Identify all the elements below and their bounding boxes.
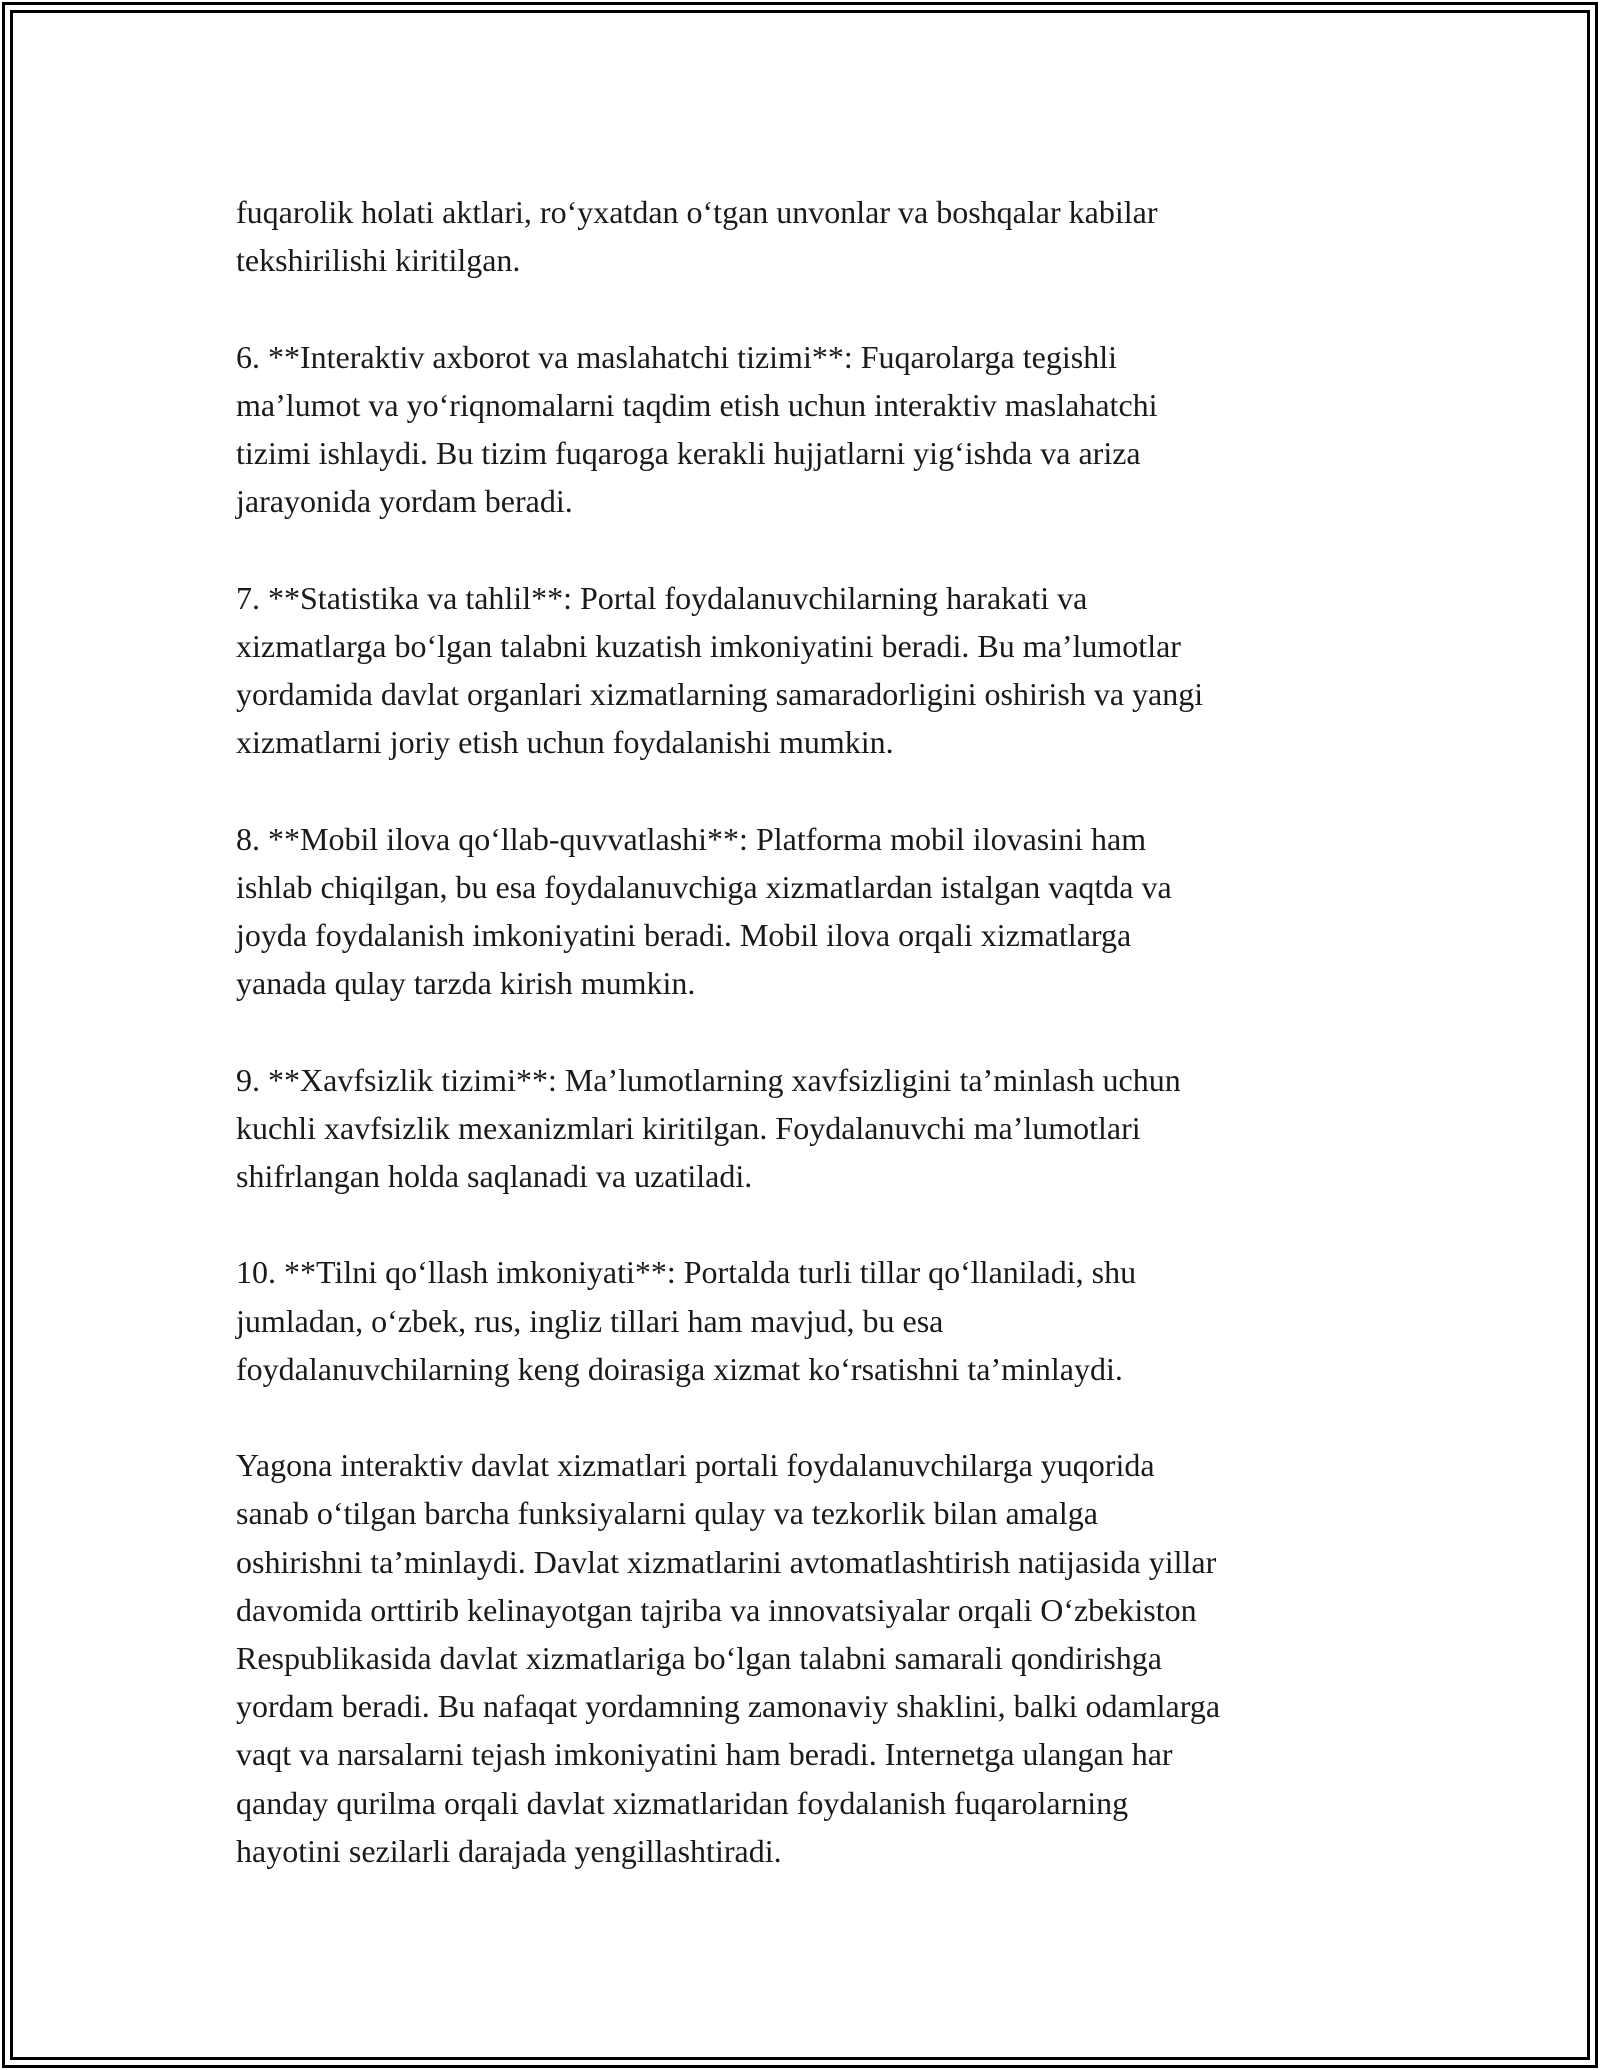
- paragraph: [236, 1441, 1416, 1875]
- text-line: yordamida davlat organlari xizmatlarning samaradorligini oshirish va yangi: [236, 676, 1204, 712]
- text-line: jumladan, o‘zbek, rus, ingliz tillari ham mavjud, bu esa: [236, 1302, 944, 1339]
- text-line: yanada qulay tarzda kirish mumkin.: [236, 965, 696, 1002]
- text-line: joyda foydalanish imkoniyatini beradi. Mobil ilova orqali xizmatlarga: [236, 917, 1132, 953]
- text-line: ma’lumot va yo‘riqnomalarni taqdim etish uchun interaktiv maslahatchi: [236, 386, 1158, 423]
- paragraph: [236, 1248, 1416, 1393]
- text-line: 10. **Tilni qo‘llash imkoniyati**: Portalda turli tillar qo‘llaniladi, shu: [236, 1254, 1137, 1291]
- paragraph: [236, 188, 1416, 284]
- text-line: oshirishni ta’minlaydi. Davlat xizmatlarini avtomatlashtirish natijasida yillar: [236, 1543, 1217, 1580]
- text-line: kuchli xavfsizlik mexanizmlari kiritilgan. Foydalanuvchi ma’lumotlari: [236, 1109, 1141, 1146]
- text-line: xizmatlarni joriy etish uchun foydalanishi mumkin.: [236, 724, 894, 761]
- text-line: shifrlangan holda saqlanadi va uzatiladi.: [236, 1158, 753, 1194]
- text-line: Yagona interaktiv davlat xizmatlari portali foydalanuvchilarga yuqorida: [236, 1447, 1155, 1484]
- text-line: 9. **Xavfsizlik tizimi**: Ma’lumotlarning xavfsizligini ta’minlash uchun: [236, 1061, 1181, 1098]
- text-line: jarayonida yordam beradi.: [236, 483, 573, 520]
- paragraph: [236, 574, 1416, 767]
- paragraph: [236, 815, 1416, 1008]
- text-line: Respublikasida davlat xizmatlariga bo‘lgan talabni samarali qondirishga: [236, 1640, 1162, 1676]
- text-line: fuqarolik holati aktlari, ro‘yxatdan o‘tgan unvonlar va boshqalar kabilar: [236, 194, 1158, 230]
- text-line: sanab o‘tilgan barcha funksiyalarni qulay va tezkorlik bilan amalga: [236, 1495, 1098, 1532]
- text-line: tizimi ishlaydi. Bu tizim fuqaroga kerakli hujjatlarni yig‘ishda va ariza: [236, 435, 1141, 471]
- text-line: ishlab chiqilgan, bu esa foydalanuvchiga xizmatlardan istalgan vaqtda va: [236, 868, 1172, 905]
- text-line: vaqt va narsalarni tejash imkoniyatini ham beradi. Internetga ulangan har: [236, 1736, 1173, 1773]
- text-line: qanday qurilma orqali davlat xizmatlaridan foydalanish fuqarolarning: [236, 1784, 1129, 1821]
- text-line: 8. **Mobil ilova qo‘llab-quvvatlashi**: Platforma mobil ilovasini ham: [236, 820, 1147, 857]
- paragraph: [236, 333, 1416, 526]
- text-line: yordam beradi. Bu nafaqat yordamning zamonaviy shaklini, balki odamlarga: [236, 1688, 1221, 1725]
- text-line: xizmatlarga bo‘lgan talabni kuzatish imkoniyatini beradi. Bu ma’lumotlar: [236, 627, 1181, 664]
- text-line: davomida orttirib kelinayotgan tajriba va innovatsiyalar orqali O‘zbekiston: [236, 1591, 1197, 1628]
- text-line: foydalanuvchilarning keng doirasiga xizmat ko‘rsatishni ta’minlaydi.: [236, 1350, 1123, 1387]
- text-line: hayotini sezilarli darajada yengillashtiradi.: [236, 1832, 782, 1869]
- document-body: [236, 188, 1416, 1875]
- paragraph: [236, 1056, 1416, 1201]
- text-line: 6. **Interaktiv axborot va maslahatchi tizimi**: Fuqarolarga tegishli: [236, 338, 1117, 375]
- text-line: 7. **Statistika va tahlil**: Portal foydalanuvchilarning harakati va: [236, 579, 1088, 616]
- text-line: tekshirilishi kiritilgan.: [236, 242, 521, 279]
